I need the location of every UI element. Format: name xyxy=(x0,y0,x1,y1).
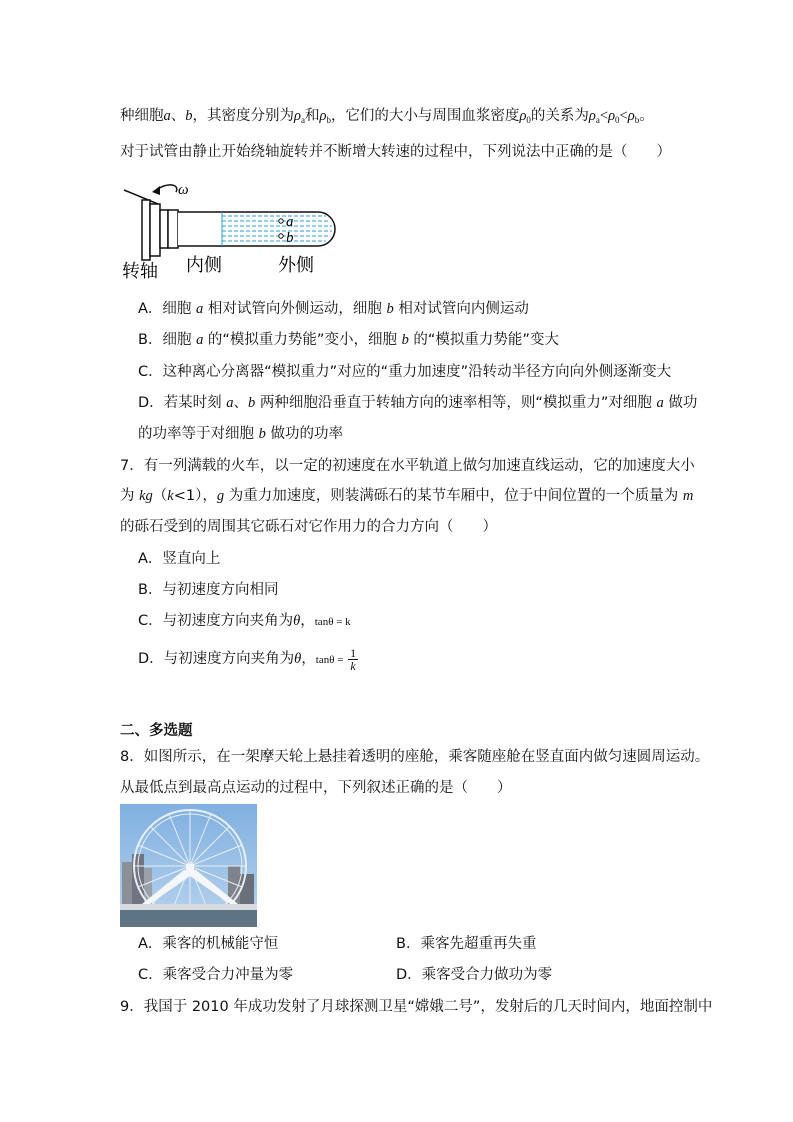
q7-stem-line1: 7．有一列满载的火车，以一定的初速度在水平轨道上做匀加速直线运动，它的加速度大小 xyxy=(120,458,695,474)
q7-stem-line3: 的砾石受到的周围其它砾石对它作用力的合力方向（ ） xyxy=(120,519,497,535)
q8-option-c: C．乘客受合力冲量为零 xyxy=(138,967,294,983)
ferris-wheel-photo xyxy=(120,804,257,927)
q8-option-a: A．乘客的机械能守恒 xyxy=(138,936,279,952)
cell-b-label: b xyxy=(286,230,294,246)
section-heading-multi-choice: 二、多选题 xyxy=(120,723,193,739)
fraction-1-over-k: $\frac{1}{k}$ xyxy=(350,645,357,673)
q8-option-d: D．乘客受合力做功为零 xyxy=(396,967,553,983)
q7-stem-line2: 为 kg（k<1），g 为重力加速度，则装满砾石的某节车厢中，位于中间位置的一个质量为 m xyxy=(120,488,694,504)
q7-option-b: B．与初速度方向相同 xyxy=(138,582,279,598)
omega-label: ω xyxy=(178,182,189,198)
q7-option-a: A．竖直向上 xyxy=(138,551,221,567)
q7-option-d: D．与初速度方向夹角为θ，tanθ = $\frac{1}{k}$ xyxy=(138,645,357,673)
q8-stem-line1: 8．如图所示，在一架摩天轮上悬挂着透明的座舱，乘客随座舱在竖直面内做匀速圆周运动。 xyxy=(120,749,710,765)
q6-option-d-cont: 的功率等于对细胞 b 做功的功率 xyxy=(138,426,343,442)
axis-label: 转轴 xyxy=(122,261,158,280)
q6-stem-line2: 对于试管由静止开始绕轴旋转并不断增大转速的过程中，下列说法中正确的是（ ） xyxy=(120,144,671,160)
q6-stem-line1: 种细胞a、b，其密度分别为$\rho_a$和$\rho_b$，它们的大小与周围血浆密度$\rho_0$的关系为$\rho_a<\rho_0<\rho_b$。 xyxy=(120,108,654,125)
q7-option-c: C．与初速度方向夹角为θ，tanθ = k xyxy=(138,613,351,629)
test-tube-figure xyxy=(118,180,338,280)
q8-option-b: B．乘客先超重再失重 xyxy=(396,936,537,952)
cell-a-label: a xyxy=(286,214,294,230)
q8-stem-line2: 从最低点到最高点运动的过程中，下列叙述正确的是（ ） xyxy=(120,780,512,796)
q6-option-c: C．这种离心分离器“模拟重力”对应的“重力加速度”沿转动半径方向向外侧逐渐变大 xyxy=(138,364,672,380)
inner-label: 内侧 xyxy=(186,255,222,276)
outer-label: 外侧 xyxy=(278,255,314,276)
q6-option-b: B．细胞 a 的“模拟重力势能”变小，细胞 b 的“模拟重力势能”变大 xyxy=(138,332,559,348)
q6-option-a: A．细胞 a 相对试管向外侧运动，细胞 b 相对试管向内侧运动 xyxy=(138,301,529,317)
q9-stem-line1: 9．我国于 2010 年成功发射了月球探测卫星“嫦娥二号”，发射后的几天时间内，地面控制中 xyxy=(120,999,713,1015)
q6-option-d: D．若某时刻 a、b 两种细胞沿垂直于转轴方向的速率相等，则“模拟重力”对细胞 a 做功 xyxy=(138,395,698,411)
